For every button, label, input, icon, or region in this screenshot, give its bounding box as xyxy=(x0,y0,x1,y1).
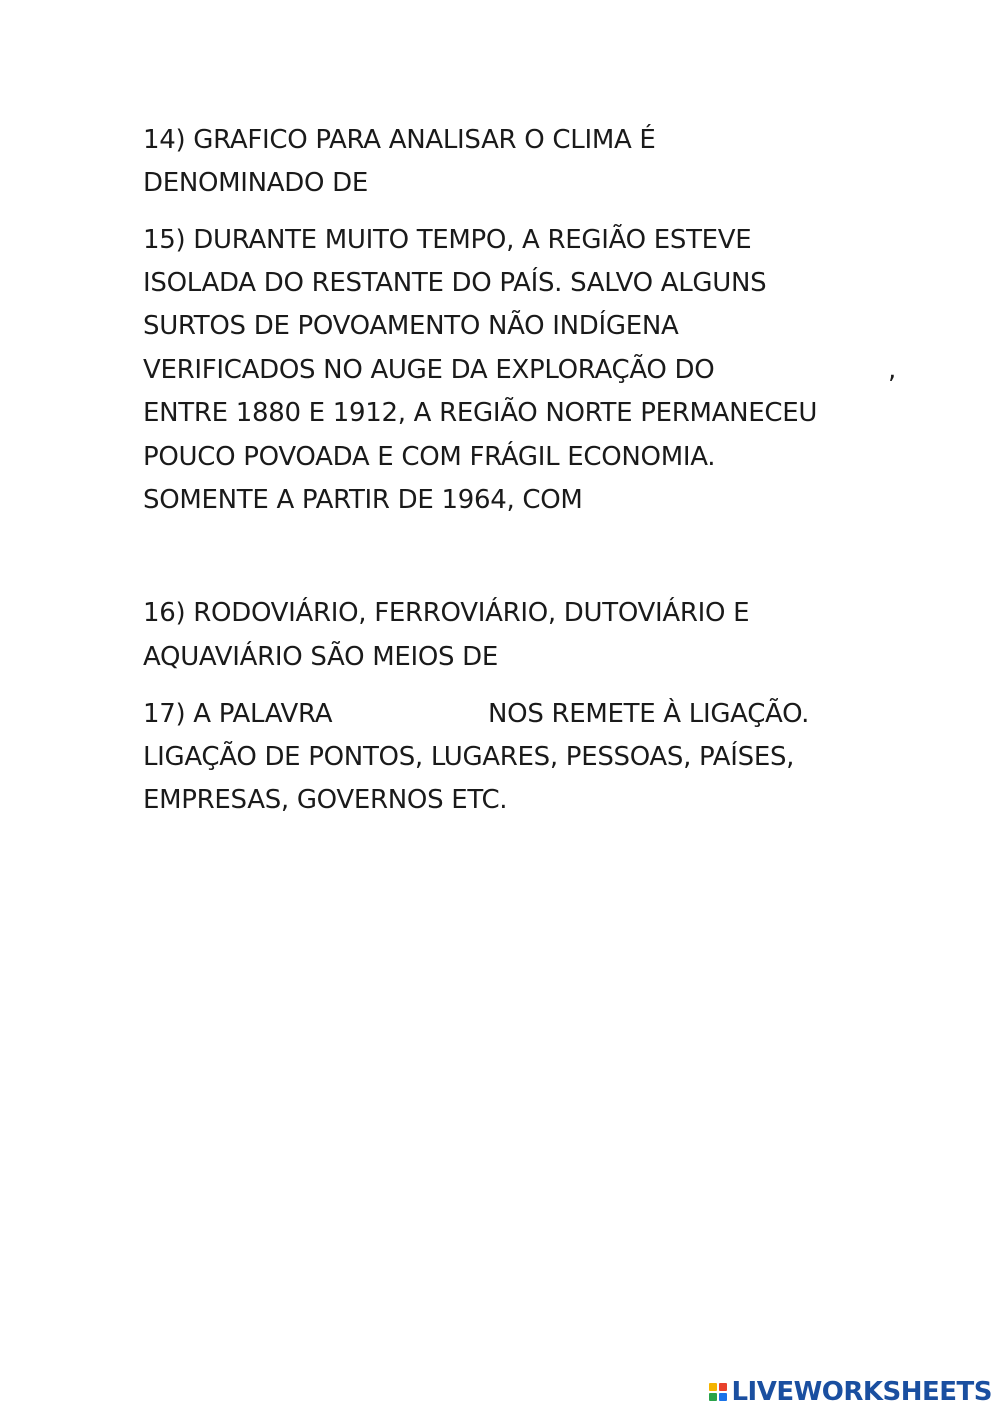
q17-line-1-end: NOS REMETE À LIGAÇÃO. xyxy=(488,699,810,729)
q15-line-5: ENTRE 1880 E 1912, A REGIÃO NORTE PERMANECEU xyxy=(143,398,818,428)
q17-line-1-start: 17) A PALAVRA xyxy=(143,699,333,729)
q17-line-3: EMPRESAS, GOVERNOS ETC. xyxy=(143,785,508,815)
logo-tile-4 xyxy=(719,1393,727,1401)
q15-answer-blank-1[interactable] xyxy=(758,352,888,388)
logo-tile-1 xyxy=(709,1383,717,1391)
q15-answer-blank-2[interactable] xyxy=(615,482,865,518)
q15-line-3: SURTOS DE POVOAMENTO NÃO INDÍGENA xyxy=(143,311,679,341)
q17-line-2: LIGAÇÃO DE PONTOS, LUGARES, PESSOAS, PAÍSES, xyxy=(143,742,795,772)
q17-answer-blank[interactable] xyxy=(352,696,484,732)
q14-line-2: DENOMINADO DE xyxy=(143,168,368,198)
liveworksheets-logo-icon xyxy=(709,1383,727,1401)
q16-line-1: 16) RODOVIÁRIO, FERROVIÁRIO, DUTOVIÁRIO E xyxy=(143,598,750,628)
q15-line-4: VERIFICADOS NO AUGE DA EXPLORAÇÃO DO xyxy=(143,355,715,385)
q15-line-7: SOMENTE A PARTIR DE 1964, COM xyxy=(143,485,583,515)
logo-tile-2 xyxy=(719,1383,727,1391)
liveworksheets-watermark xyxy=(709,1377,992,1407)
q15-line-4-comma: , xyxy=(888,355,896,385)
q15-line-1: 15) DURANTE MUITO TEMPO, A REGIÃO ESTEVE xyxy=(143,225,752,255)
q16-answer-blank[interactable] xyxy=(535,639,835,675)
q15-line-2: ISOLADA DO RESTANTE DO PAÍS. SALVO ALGUNS xyxy=(143,268,767,298)
q14-line-1: 14) GRAFICO PARA ANALISAR O CLIMA É xyxy=(143,125,656,155)
watermark-text: LIVEWORKSHEETS xyxy=(731,1377,992,1407)
q15-line-6: POUCO POVOADA E COM FRÁGIL ECONOMIA. xyxy=(143,442,716,472)
q16-line-2: AQUAVIÁRIO SÃO MEIOS DE xyxy=(143,642,499,672)
logo-tile-3 xyxy=(709,1393,717,1401)
